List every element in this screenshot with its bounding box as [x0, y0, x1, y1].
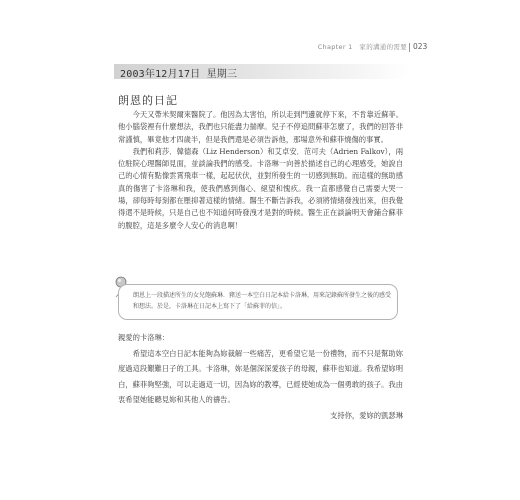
diary-paragraph: 我們和莉莎．韓德森（Liz Henderson）和艾卓安．范可夫（Adrien Falkov），兩位駐院心理醫師見面，並談論我們的感受。卡洛琳一向善於描述自己的心理感受，她說自己的心情有點像雲霄飛車一樣，起起伏伏，並對所發生的一切感到無助。而這樣的無助感真的傷害了卡洛琳和我，使我們感到傷心、絕望和愧疚。我一直都感覺自己需要大哭一場，卻每時每刻都在壓抑著這樣的情緒。醫生不斷告訴我，必須將情緒發洩出來，但我覺得還不是時候，只是自己也不知道何時發洩才是對的時候。醫生正在談論明天會鋪合蘇菲的腹腔，這是多麼令人安心的消息啊！ [118, 146, 403, 230]
header-divider [409, 43, 410, 52]
letter [118, 330, 403, 423]
note-callout [118, 284, 398, 320]
diary-paragraph: 今天又帶米契爾來醫院了。他因為太害怕，所以走到門邊就停下來，不肯靠近蘇菲。他小腦袋裡有什麼想法，我們也只能盡力揣摩。兒子不停追問蘇菲怎麼了，我們的回答非常謹慎，畢竟他才四歲半，但是我們還是必須告訴他，那場意外和蘇菲燒傷的事實。 [118, 110, 403, 144]
chapter-title: Chapter 1 家的溝通的需要 [317, 43, 407, 51]
diary-body [118, 109, 403, 232]
diary-date: 2003年12月17日 星期三 [120, 69, 238, 80]
letter-salutation: 親愛的卡洛琳： [118, 333, 170, 342]
running-header [0, 42, 520, 56]
page-number: 023 [413, 42, 428, 51]
date-banner [114, 64, 410, 79]
note-text: 朗恩上一段描述所生的女兒飽蘇琳．豬送一本空白日記本給卡洛琳，用來記錄蘇所發生之後的感受和想法。於是，卡洛琳在日記本上寫下了「給蘇菲的信」。 [133, 292, 392, 310]
letter-body: 希望這本空白日記本能夠為妳裁解一些痛苦，更希望它是一份禮物，而不只是幫助妳度過這段艱難日子的工具。卡洛琳，妳是個深深愛孩子的母親，蘇菲也知道。我希望妳明白，蘇菲夠堅強，可以走過這一切，因為妳的教導，已經使她成為一個勇敢的孩子。我由衷希望她能聽見妳和其他人的禱告。 [118, 348, 403, 404]
diary-title: 朗恩的日記 [118, 94, 178, 107]
letter-signoff: 支持你，愛妳的凱瑟琳 [330, 410, 403, 420]
